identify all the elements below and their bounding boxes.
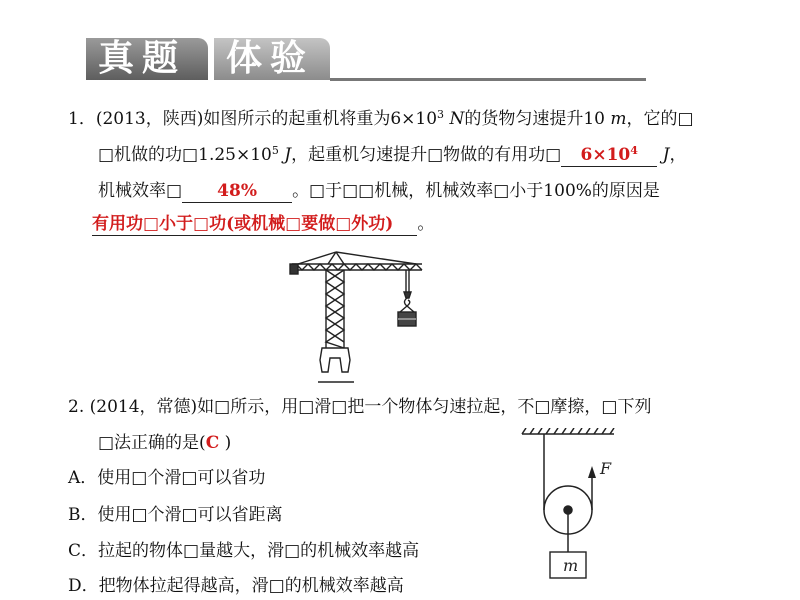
q2-option-d: D．把物体拉起得越高，滑□的机械效率越高 [68,576,404,596]
q1-line3 [98,180,660,203]
q2-option-b: B．使用□个滑□可以省距离 [68,505,283,525]
q2-stem-text: □法正确的是( [98,433,206,453]
q2-option-c: C．拉起的物体□量越大，滑□的机械效率越高 [68,541,420,561]
q1-text: 机械效率□ [98,181,183,201]
answer-reason: 有用功□小于□功(或机械□要做□外功) [92,213,417,236]
q2-stem-line1: 2. (2014，常德)如□所示，用□滑□把一个物体匀速拉起，不□摩擦，□下列 [68,397,652,417]
q1-text: 。 [417,214,435,234]
q1-unit: J [662,145,670,165]
q1-text: □机做的功□1.25×10 [98,145,272,165]
answer-efficiency: 48% [182,180,292,203]
banner-tab-tiyan: 体验 [214,38,330,80]
q1-text: ，起重机匀速提升□物做的有用功□ [291,145,562,165]
q2-stem-text: ) [219,433,232,453]
q1-text: ， [669,145,687,165]
q1-exponent: 5 [271,144,279,157]
q2-answer: C [205,433,220,453]
force-label: F [600,459,612,478]
pulley-figure [518,428,628,583]
q1-text: ，它的□ [626,109,694,129]
banner-tab-zhenti: 真题 [86,38,208,80]
q1-line4 [92,213,434,236]
q1-unit: J [284,145,292,165]
q1-exponent: 3 [437,108,445,121]
q1-unit: N [449,109,465,129]
q2-stem-line2 [98,432,231,454]
q1-text: 的货物匀速提升10 [464,109,611,129]
answer-useful-work: $6\times 10^4$ [561,144,657,167]
q2-option-a: A．使用□个滑□可以省功 [68,468,266,488]
mass-label: m [563,556,579,575]
q1-line1 [68,108,694,130]
q1-unit: m [610,109,627,129]
q1-text: 1．(2013，陕西)如图所示的起重机将重为6×10 [68,109,438,129]
crane-figure [288,250,428,386]
section-banner [86,36,656,86]
q1-text: 。□于□□机械，机械效率□小于100%的原因是 [292,181,660,201]
q1-line2 [98,144,686,167]
banner-rule [330,78,646,81]
